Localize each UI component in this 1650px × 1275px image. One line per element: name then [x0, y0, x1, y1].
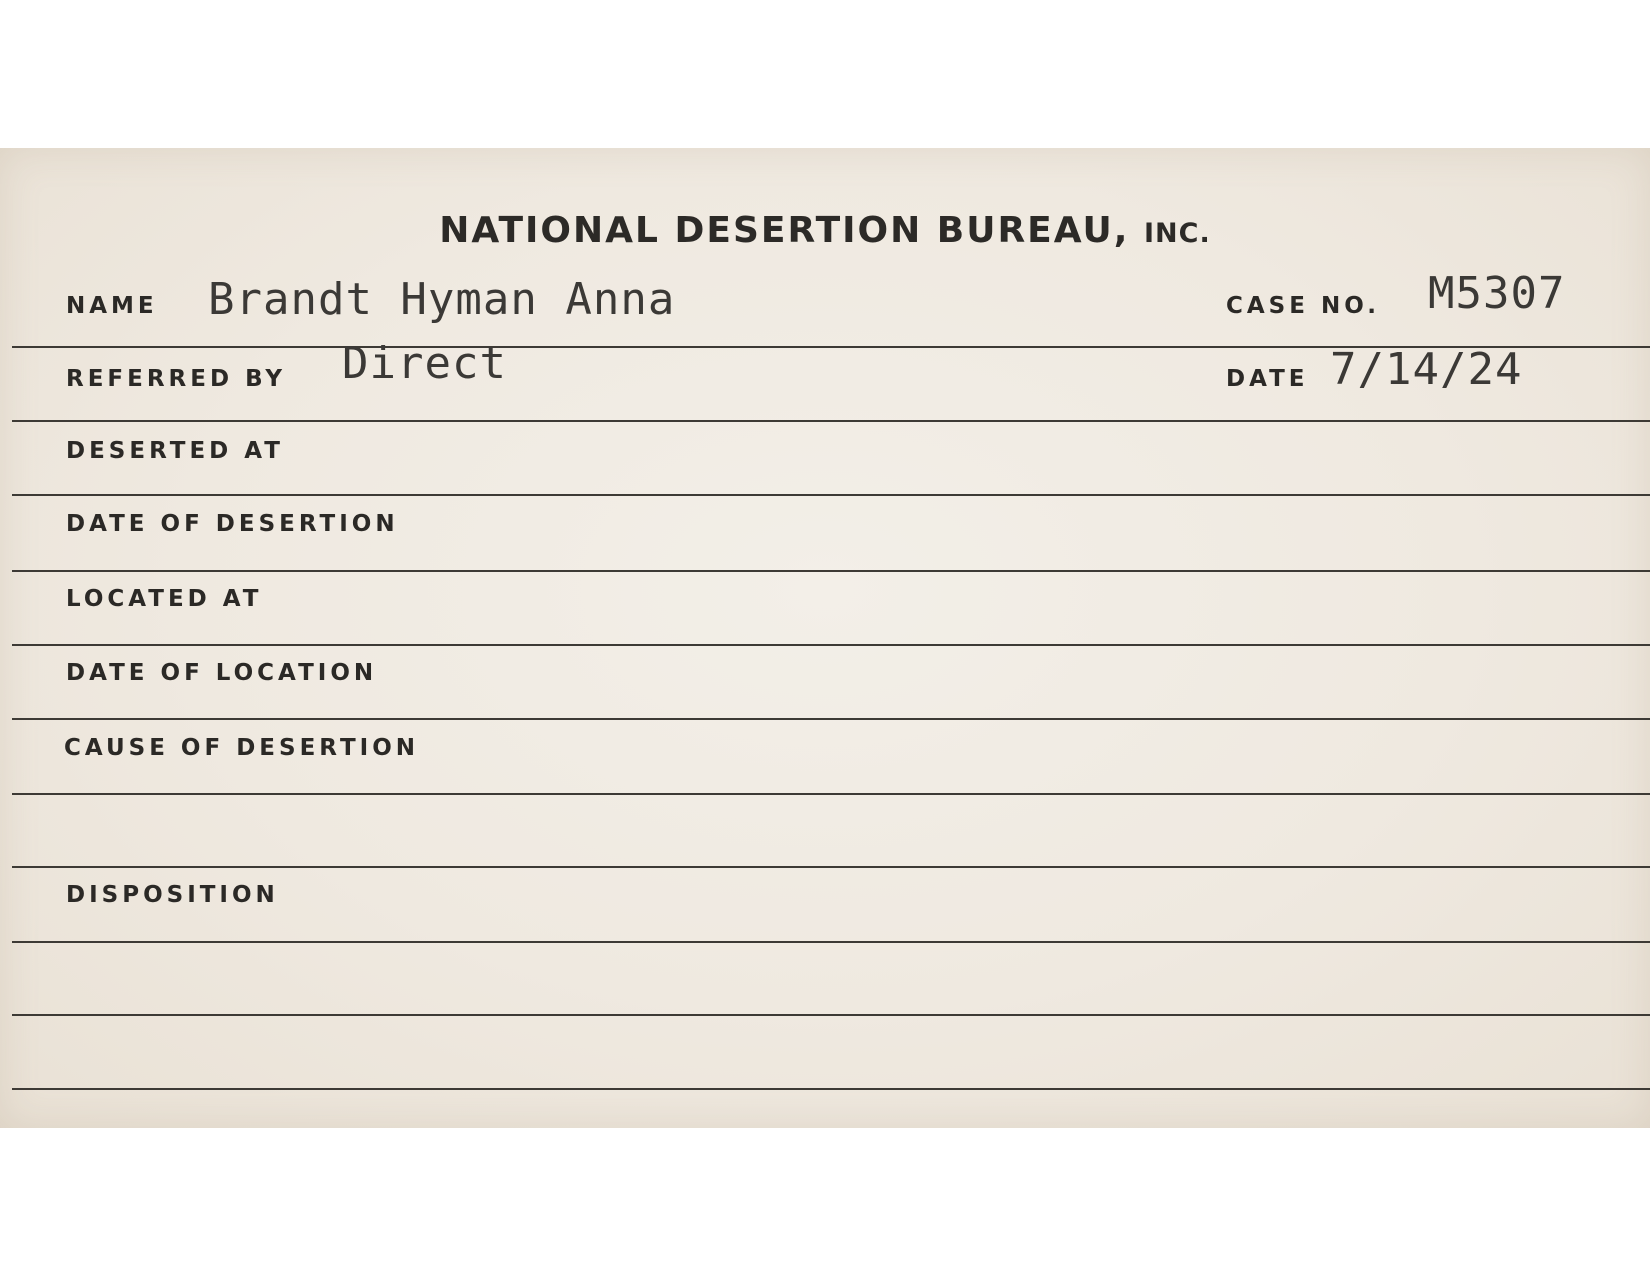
card-title	[0, 210, 1650, 251]
case-no-value: M5307	[1428, 268, 1566, 319]
rule-line-8	[12, 866, 1650, 868]
rule-line-2	[12, 420, 1650, 422]
case-no-label: CASE NO.	[1226, 293, 1380, 319]
date-label: DATE	[1226, 366, 1309, 392]
date-of-desertion-label: DATE OF DESERTION	[66, 511, 399, 537]
name-label: NAME	[66, 293, 158, 319]
cause-of-desertion-label: CAUSE OF DESERTION	[64, 735, 420, 761]
card-title-main: NATIONAL DESERTION BUREAU,	[439, 210, 1130, 251]
rule-line-4	[12, 570, 1650, 572]
card-title-suffix: INC.	[1144, 218, 1211, 249]
rule-line-11	[12, 1088, 1650, 1090]
deserted-at-label: DESERTED AT	[66, 438, 284, 464]
rule-line-9	[12, 941, 1650, 943]
rule-line-5	[12, 644, 1650, 646]
located-at-label: LOCATED AT	[66, 586, 263, 612]
rule-line-7	[12, 793, 1650, 795]
index-card	[0, 148, 1650, 1128]
date-of-location-label: DATE OF LOCATION	[66, 660, 378, 686]
date-value: 7/14/24	[1330, 344, 1523, 395]
disposition-label: DISPOSITION	[66, 882, 279, 908]
referred-by-label: REFERRED BY	[66, 366, 287, 392]
referred-by-value: Direct	[342, 338, 507, 389]
rule-line-6	[12, 718, 1650, 720]
name-value: Brandt Hyman Anna	[208, 274, 676, 325]
rule-line-10	[12, 1014, 1650, 1016]
rule-line-3	[12, 494, 1650, 496]
